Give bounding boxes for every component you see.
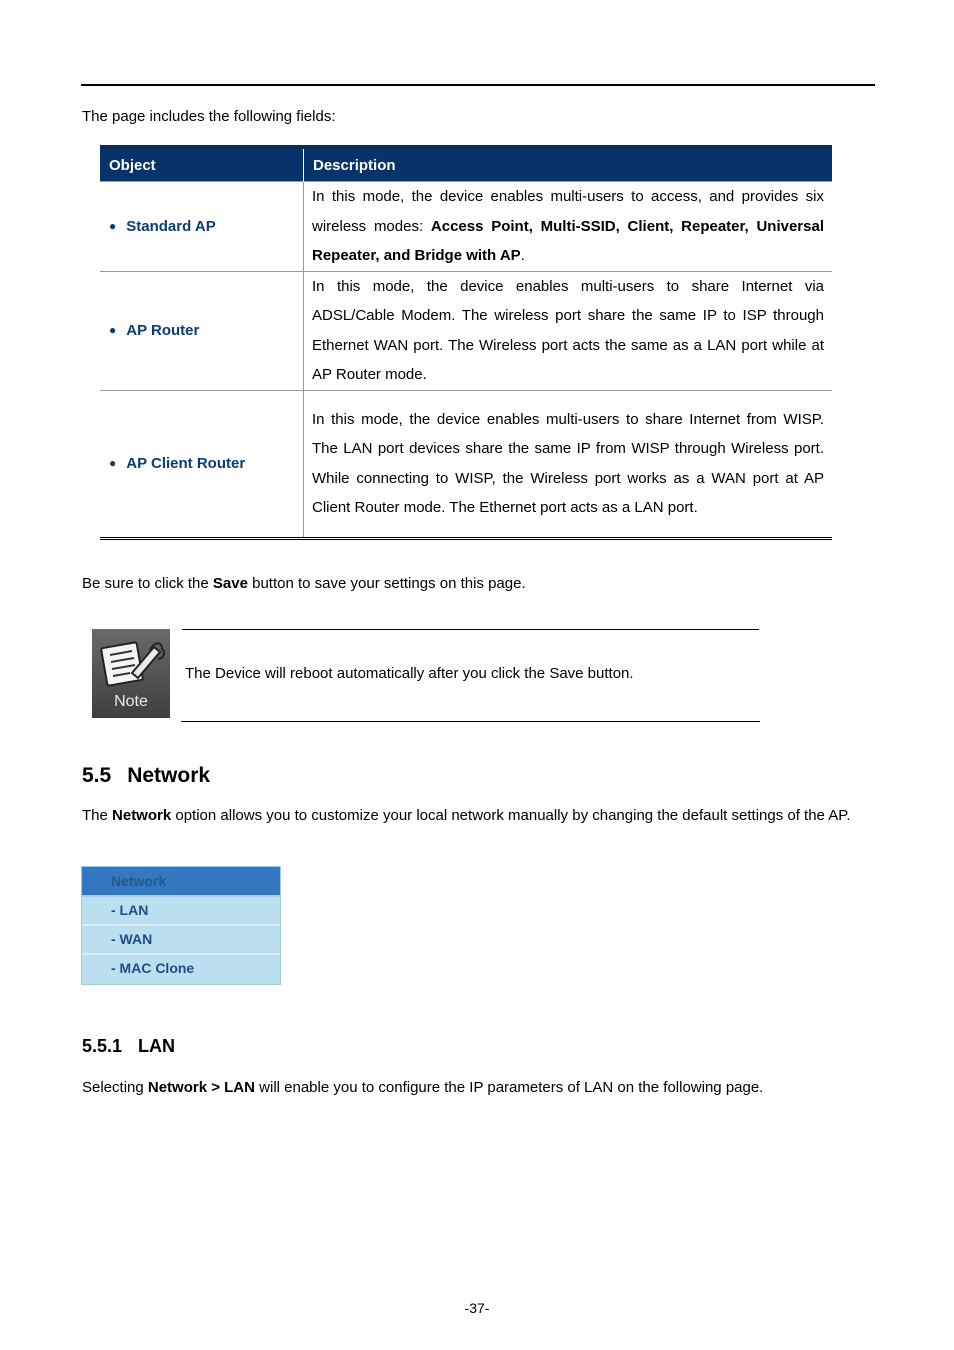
page-number: -37- (464, 1300, 490, 1316)
section-title: Network (127, 764, 211, 787)
header-description: Description (304, 147, 833, 182)
bullet-icon: ● (109, 218, 117, 233)
object-cell (100, 182, 304, 272)
table-header-row (100, 147, 832, 182)
menu-item-wan[interactable]: - WAN (82, 926, 280, 955)
description-text: In this mode, the device enables multi-users to access, and provides six wireless modes: (312, 188, 824, 235)
lan-text: Selecting (82, 1079, 148, 1096)
save-reminder-bold: Save (212, 575, 248, 592)
menu-item-mac-clone[interactable]: - MAC Clone (111, 960, 195, 976)
header-object: Object (100, 147, 304, 182)
table-row (100, 182, 832, 272)
network-menu (81, 866, 281, 985)
save-reminder-text: button to save your settings on this page. (247, 575, 526, 592)
note-callout (92, 629, 760, 722)
object-cell (100, 271, 304, 390)
header-rule (81, 84, 875, 86)
description-cell: In this mode, the device enables multi-users to share Internet from WISP. The LAN port devices share the same IP from WISP through Wireless port. While connecting to WISP, the Wireless port works as a WAN port at AP Client Router mode. The Ethernet port acts as a LAN port. (304, 390, 833, 538)
description-text: . (520, 247, 525, 264)
notepad-pen-icon (92, 629, 170, 699)
object-label: AP Router (126, 322, 200, 339)
save-reminder-text: Be sure to click the (82, 575, 213, 592)
description-bold: Access Point, Multi-SSID, Client, Repeater, Universal Repeater, and Bridge with AP (312, 217, 824, 264)
network-text: option allows you to customize your local network manually by changing the default settings of the AP. (171, 807, 851, 824)
section-number: 5.5 (82, 764, 112, 787)
fields-table (100, 145, 832, 540)
lan-text: will enable you to configure the IP parameters of LAN on the following page. (254, 1079, 764, 1096)
network-text: The (82, 807, 113, 824)
table-row (100, 390, 832, 538)
bullet-icon: ● (109, 456, 117, 470)
menu-header-network[interactable]: Network (82, 867, 280, 897)
bullet-icon: ● (109, 323, 117, 337)
note-icon (92, 629, 170, 718)
lan-description (82, 1073, 763, 1103)
intro-text: The page includes the following fields: (82, 108, 336, 125)
subsection-heading (82, 1036, 175, 1057)
table-row (100, 271, 832, 390)
object-label: AP Client Router (126, 455, 246, 472)
object-label: Standard AP (126, 217, 216, 235)
subsection-title: LAN (138, 1036, 176, 1056)
note-label: Note (114, 693, 148, 710)
note-text: The Device will reboot automatically after you click the Save button. (185, 665, 634, 682)
save-reminder (82, 569, 526, 599)
lan-bold: Network > LAN (147, 1079, 255, 1096)
description-cell: In this mode, the device enables multi-users to share Internet via ADSL/Cable Modem. The wireless port share the same IP to ISP through Ethernet WAN port. The Wireless port acts the same as a LAN port while at AP Router mode. (304, 271, 833, 390)
object-cell (100, 390, 304, 538)
network-description (82, 801, 882, 831)
subsection-number: 5.5.1 (82, 1036, 123, 1056)
network-bold: Network (112, 807, 172, 824)
section-heading (82, 764, 210, 788)
note-divider (181, 721, 760, 722)
menu-item-lan[interactable]: - LAN (82, 897, 280, 926)
description-cell (304, 182, 833, 272)
note-divider (182, 629, 759, 630)
